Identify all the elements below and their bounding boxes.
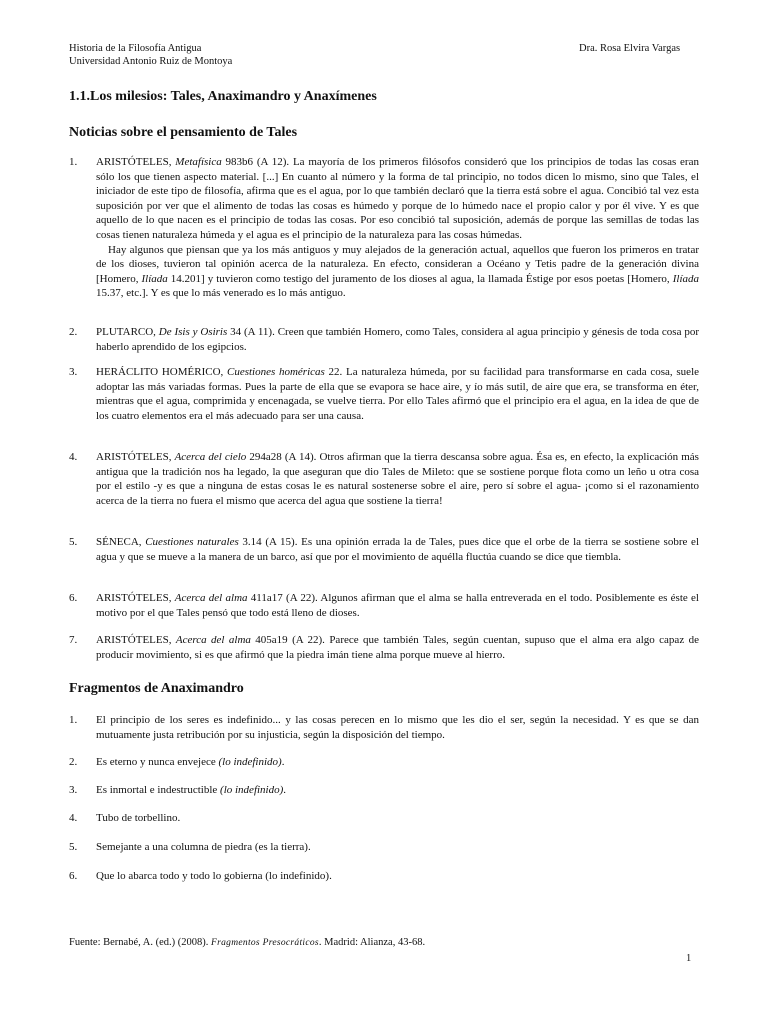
university-name: Universidad Antonio Ruiz de Montoya (69, 56, 233, 67)
item-body-p2: Hay algunos que piensan que ya los más antiguos y muy alejados de la generación actual, aquellos que fueron los primeros en tratar de los dioses, tuvieron tal opinión acerca de la naturaleza. En efecto, consideran a Océano y Tetis padre de la generación divina [Homero, (96, 243, 699, 285)
item-work: De Isis y Osiris (158, 326, 228, 338)
item-text (96, 783, 699, 798)
list-item (69, 535, 699, 564)
item-work: Acerca del cielo (174, 451, 247, 463)
list-item (69, 450, 699, 508)
item-number: 6. (69, 592, 78, 604)
item-work: Acerca del alma (175, 634, 251, 646)
list-item (69, 840, 699, 855)
fragment-text: Es inmortal e indestructible (96, 784, 221, 796)
item-author: PLUTARCO, (96, 326, 159, 338)
item-number: 6. (69, 870, 78, 882)
item-work: Acerca del alma (174, 592, 248, 604)
anaximandro-heading: Fragmentos de Anaximandro (69, 681, 244, 696)
fragment-gloss: (lo indefinido) (218, 756, 282, 768)
fragment-text: Es eterno y nunca envejece (96, 756, 219, 768)
item-text (96, 840, 699, 855)
item-work: Ilíada (672, 272, 699, 285)
item-text (96, 365, 699, 423)
item-body: 294a28 (A 14). Otros afirman que la tierra descansa sobre agua. Ésa es, en efecto, la explicación más antigua que la tradición nos ha legado, la que aseguran que dio Tales de Mileto: que se sostiene porque flota como un leño u otra cosa por el estilo -y es que a ninguna de estas cosas le es natural sostenerse sobre el aire, pero sí sobre el agua- ¡como si el razonamiento acerca de la tierra no fuera el mismo que acerca del agua que sostiene la tierra! (96, 451, 699, 507)
item-number: 3. (69, 366, 78, 378)
item-text (96, 713, 699, 742)
item-author: ARISTÓTELES, (96, 592, 175, 604)
course-title: Historia de la Filosofía Antigua (69, 43, 202, 54)
section-title-rest: : Tales, Anaximandro y Anaxímenes (162, 89, 377, 104)
item-author: SÉNECA, (96, 536, 146, 548)
section-title (69, 89, 377, 105)
tales-heading: Noticias sobre el pensamiento de Tales (69, 125, 298, 140)
list-item (69, 811, 699, 826)
item-text (96, 535, 699, 564)
item-number: 2. (69, 326, 78, 338)
list-item (69, 325, 699, 354)
list-item (69, 783, 699, 798)
citation-post: . Madrid: Alianza, 43-68. (318, 937, 426, 948)
fragment-tail: . (283, 784, 287, 796)
item-number: 4. (69, 451, 78, 463)
list-item (69, 869, 699, 884)
item-work: Cuestiones naturales (145, 536, 239, 548)
item-number: 2. (69, 756, 78, 768)
item-author: ARISTÓTELES, (96, 156, 176, 168)
item-text (96, 325, 699, 354)
item-number: 1. (69, 714, 78, 726)
list-item (69, 591, 699, 620)
item-number: 1. (69, 156, 78, 168)
list-item (69, 633, 699, 662)
section-title-prefix: 1.1.Los milesios (69, 89, 163, 104)
item-body-p2: 14.201] y tuvieron como testigo del juramento de los dioses al agua, la llamada Éstige por esos poetas [Homero, (167, 272, 673, 285)
item-body: 34 (A 11). Creen que también Homero, como Tales, considera al agua principio y génesis de toda cosa por haberlo aprendido de los egipcios. (96, 326, 699, 353)
list-item (69, 155, 699, 301)
fragment-tail: . (281, 756, 285, 768)
fragment-text: Semejante a una columna de piedra (es la tierra). (96, 841, 311, 853)
page-number: 1 (686, 953, 692, 964)
item-text (96, 755, 699, 770)
item-number: 5. (69, 536, 78, 548)
author-name: Dra. Rosa Elvira Vargas (579, 43, 681, 54)
item-text (96, 633, 699, 662)
item-text (96, 811, 699, 826)
item-number: 3. (69, 784, 78, 796)
item-work: Cuestiones homéricas (226, 366, 325, 378)
item-text (96, 450, 699, 508)
item-body: 405a19 (A 22). Parece que también Tales, según cuentan, supuso que el alma era algo capaz de producir movimiento, si es que afirmó que la piedra imán tiene alma porque mueve al hierro. (96, 634, 699, 661)
item-work: Ilíada (141, 272, 168, 285)
list-item (69, 713, 699, 742)
citation-pre: Fuente: Bernabé, A. (ed.) (2008). (69, 937, 212, 948)
item-number: 5. (69, 841, 78, 853)
item-author: ARISTÓTELES, (96, 451, 175, 463)
item-author: HERÁCLITO HOMÉRICO, (96, 366, 227, 378)
item-text (96, 155, 699, 301)
item-text (96, 591, 699, 620)
source-citation (69, 937, 425, 948)
list-item (69, 365, 699, 423)
item-work: Metafísica (175, 156, 222, 168)
item-author: ARISTÓTELES, (96, 634, 176, 646)
list-item (69, 755, 699, 770)
fragment-text: El principio de los seres es indefinido... y las cosas perecen en lo mismo que les dio el ser, según la necesidad. Y es que se dan mutuamente justa retribución por su injusticia, según la disposición del tiempo. (96, 714, 699, 741)
fragment-text: Que lo abarca todo y todo lo gobierna (lo indefinido). (96, 870, 332, 882)
citation-book: Fragmentos Presocráticos (211, 938, 319, 948)
fragment-gloss: (lo indefinido) (220, 784, 284, 796)
item-number: 7. (69, 634, 78, 646)
running-header-left (69, 42, 232, 68)
item-body-p2: 15.37, etc.]. Y es que lo más venerado es lo más antiguo. (96, 287, 346, 300)
fragment-text: Tubo de torbellino. (96, 812, 181, 824)
item-text (96, 869, 699, 884)
item-number: 4. (69, 812, 78, 824)
item-body: 983b6 (A 12). La mayoría de los primeros filósofos consideró que los principios de todas las cosas eran sólo los que tienen aspecto material. [...] En cuanto al número y la forma de tal principio, no todos dicen lo mismo, sino que Tales, el iniciador de este tipo de filosofía, afirma que es el agua, por lo que también declaró que la tierra está sobre el agua. Concibió tal vez esta suposición por ver que el alimento de todas las cosas es húmedo y porque de lo húmedo nace el propio calor y por él vive. Y es que aquello de lo que nacen es el principio de todas las cosas. Por eso concibió tal suposición, además de porque las semillas de todas las cosas tienen naturaleza húmeda y el agua es el principio de la naturaleza para las cosas húmedas. (96, 156, 699, 241)
item-body: 22. La naturaleza húmeda, por su facilidad para transformarse en cada cosa, suele adoptar las más variadas formas. Pues la parte de ella que se evapora se hace aire, y ío más sutil, de aire que era, se transforma en éter, mientras que el agua, comprimida y encenagada, se vuelve tierra. Por ello Tales afirmó que el principio era el agua, en la idea de que de los cuatro elementos era el más adecuado para ser una causa. (96, 366, 700, 422)
item-body: 3.14 (A 15). Es una opinión errada la de Tales, pues dice que el orbe de la tierra se sostiene sobre el agua y que se mueve a la manera de un barco, así que por el movimiento de aquélla fluctúa cuando se dice que tiembla. (96, 536, 699, 563)
item-body: 411a17 (A 22). Algunos afirman que el alma se halla entreverada en el todo. Posiblemente es éste el motivo por el que Tales pensó que todo está lleno de dioses. (96, 592, 699, 619)
